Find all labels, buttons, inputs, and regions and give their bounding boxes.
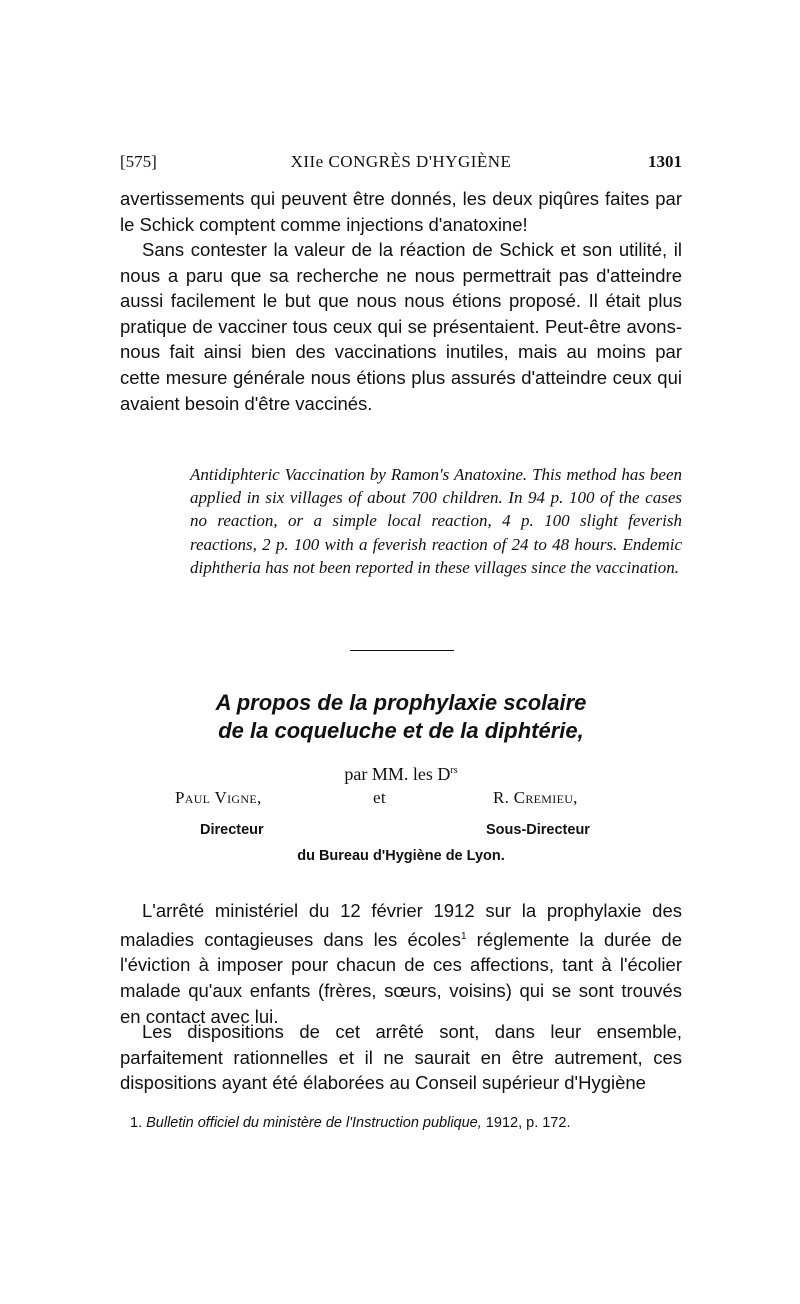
footnote [120,1113,682,1133]
footnote-rest: 1912, p. 172. [481,1115,571,1131]
footnote-title: Bulletin officiel du ministère de l'Instruction publique, [146,1115,482,1131]
bureau-affiliation: du Bureau d'Hygiène de Lyon. [297,848,505,864]
byline [120,764,682,785]
footnote-number: 1. [130,1115,143,1131]
paragraph-arrete-part1: L'arrêté ministériel du 12 février 1912 sur la prophylaxie des maladies contagieuses dans les écoles [120,900,682,950]
paragraph-schick: Sans contester la valeur de la réaction de Schick et son utilité, il nous a paru que sa recherche ne nous permettrait pas d'atteindre aussi facilement le but que nous nous étions proposé. Il était plus pratique de vacciner tous ceux qui se présentaient. Peut-être avons-nous fait ainsi bien des vaccinations inutiles, mais au moins par cette mesure générale nous étions plus assurés d'atteindre ceux qui avaient besoin d'être vaccinés. [120,239,682,414]
page-reference: [575] [120,152,157,171]
english-summary: Antidiphteric Vaccination by Ramon's Anatoxine. This method has been applied in six villages of about 700 children. In 94 p. 100 of the cases no reaction, or a simple local reaction, 4 p. 100 slight feverish reactions, 2 p. 100 with a feverish reaction of 24 to 48 hours. Endemic diphtheria has not been reported in these villages since the vaccination. [190,465,682,577]
role-directeur: Directeur [200,822,264,838]
paragraph-dispositions: Les dispositions de cet arrêté sont, dans leur ensemble, parfaitement rationnelles et il ne saurait en être autrement, ces dispositions ayant été élaborées au Conseil supérieur d'Hygiène [120,1021,682,1094]
page-header [120,152,682,174]
paragraph-arrete-part2: réglemente la durée de l'éviction à imposer pour chacun de ces affections, tant à l'écolier malade qu'aux enfants (frères, sœurs, voisins) qui se sont trouvés en contact avec lui. [120,928,683,1027]
byline-text: par MM. les D [344,764,451,784]
footnote-reference: 1 [460,930,467,942]
role-sous-directeur: Sous-Directeur [486,822,590,838]
byline-superscript: rs [450,765,458,776]
article-title-line2: de la coqueluche et de la diphtérie, [218,718,584,743]
article-title-line1: A propos de la prophylaxie scolaire [215,690,587,715]
running-title: XIIe CONGRÈS D'HYGIÈNE [290,152,512,171]
paragraph-continuation: avertissements qui peuvent être donnés, les deux piqûres faites par le Schick comptent comme injections d'anatoxine! [120,188,682,235]
paragraph-arrete [120,898,682,1029]
author-conjunction: et [373,788,386,807]
author-vigne: Paul Vigne, [175,788,262,807]
section-divider [350,650,454,651]
author-cremieu: R. Cremieu, [493,788,578,807]
page-number: 1301 [648,152,682,171]
authors-line [0,788,800,812]
